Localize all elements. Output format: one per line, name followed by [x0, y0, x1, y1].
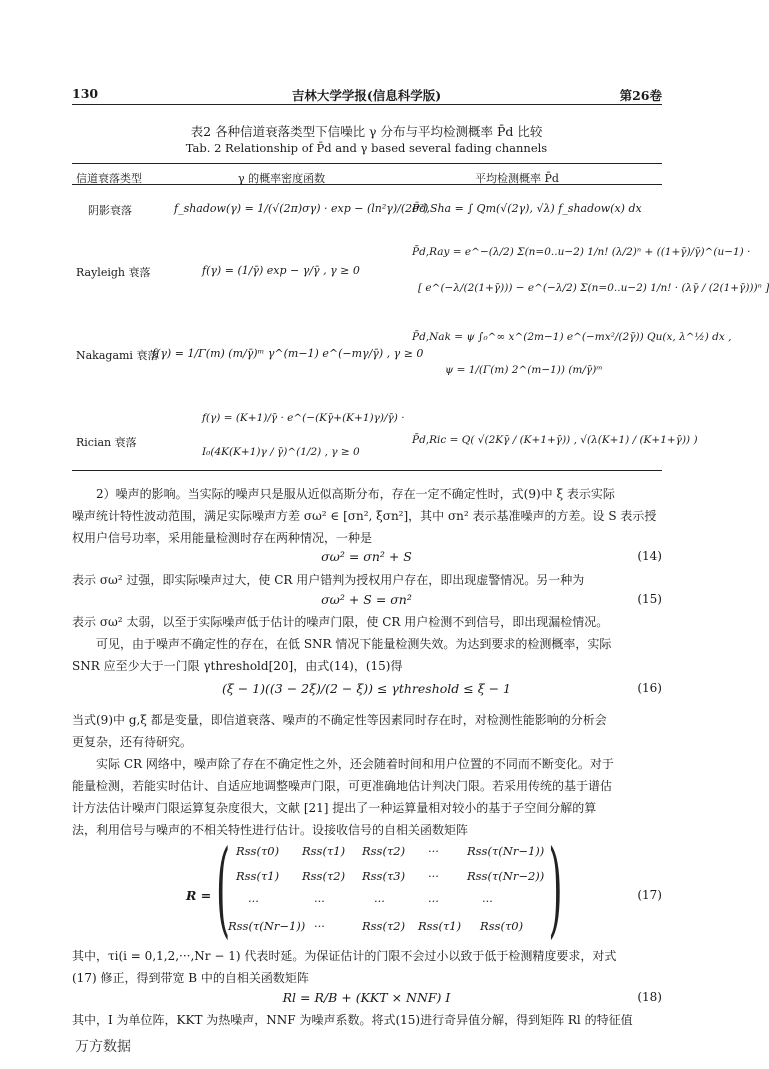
pd-nakagami-line2: ψ = 1/(Γ(m) 2^(m−1)) (m/γ̄)ᵐ [445, 364, 603, 376]
header-rule [72, 104, 662, 105]
paragraph-noise-line3: 权用户信号功率，采用能量检测时存在两种情况，一种是 [72, 531, 373, 545]
pd-rayleigh-line1: P̄d,Ray = e^−(λ/2) Σ(n=0..u−2) 1/n! (λ/2)ⁿ + ((1+γ̄)/γ̄)^(u−1) · [412, 246, 751, 258]
paragraph-delay-line2: (17) 修正，得到带宽 B 中的自相关函数矩阵 [72, 971, 309, 985]
pd-nakagami-line1: P̄d,Nak = ψ ∫₀^∞ x^(2m−1) e^(−mx²/(2γ̄)) Qu(x, λ^½) dx , [412, 331, 732, 343]
matrix-cell: Rss(τ(Nr−2)) [467, 869, 545, 883]
paragraph-cr-line1: 实际 CR 网络中，噪声除了存在不确定性之外，还会随着时间和用户位置的不同而不断变化。对于 [96, 757, 614, 771]
paragraph-analysis-line2: 更复杂，还有待研究。 [72, 735, 193, 749]
column-header-pd: 平均检测概率 P̄d [475, 172, 559, 185]
matrix-cell: Rss(τ(Nr−1)) [228, 919, 306, 933]
matrix-left-paren: ( [216, 827, 231, 949]
matrix-cell: Rss(τ1) [236, 869, 280, 883]
pdf-rayleigh: f(γ) = (1/γ̄) exp − γ/γ̄ , γ ≥ 0 [202, 264, 360, 277]
pdf-rician-line2: I₀(4K(K+1)γ / γ̄)^(1/2) , γ ≥ 0 [202, 446, 360, 458]
equation-number-16: (16) [637, 681, 662, 695]
equation-number-14: (14) [637, 549, 662, 563]
equation-17-lhs: R = [186, 888, 212, 903]
pdf-rician-line1: f(γ) = (K+1)/γ̄ · e^(−(Kγ̄+(K+1)γ)/γ̄) · [202, 412, 405, 424]
matrix-cell: ··· [314, 894, 325, 908]
matrix-cell: ··· [248, 894, 259, 908]
pd-rician: P̄d,Ric = Q( √(2Kγ̄ / (K+1+γ̄)) , √(λ(K+1) / (K+1+γ̄)) ) [412, 434, 698, 446]
matrix-cell: Rss(τ1) [418, 919, 462, 933]
table-bottom-rule [72, 470, 662, 471]
page-number: 130 [72, 86, 99, 101]
paragraph-noise-line1: 2）噪声的影响。当实际的噪声只是服从近似高斯分布，存在一定不确定性时，式(9)中 ξ 表示实际 [96, 487, 615, 501]
paragraph-cr-line3: 计方法估计噪声门限运算复杂度很大，文献 [21] 提出了一种运算量相对较小的基于子空间分解的算 [72, 801, 597, 815]
matrix-cell: Rss(τ0) [480, 919, 524, 933]
matrix-cell: Rss(τ2) [362, 919, 406, 933]
row-type-nakagami: Nakagami 衰落 [76, 349, 159, 362]
pdf-nakagami: f(γ) = 1/Γ(m) (m/γ̄)ᵐ γ^(m−1) e^(−mγ/γ̄) , γ ≥ 0 [152, 347, 424, 360]
equation-number-17: (17) [637, 888, 662, 902]
volume-label: 第26卷 [619, 88, 662, 103]
matrix-cell: ··· [482, 894, 493, 908]
paragraph-delay-line1: 其中，τi(i = 0,1,2,···,Nr − 1) 代表时延。为保证估计的门限不会过小以致于低于检测精度要求，对式 [72, 949, 617, 963]
matrix-right-paren: ) [548, 827, 563, 949]
pd-shadow: P̄d,Sha = ∫ Qm(√(2γ), √λ) f_shadow(x) dx [412, 202, 642, 215]
matrix-cell: Rss(τ2) [302, 869, 346, 883]
paragraph-eigenvalues: 其中，I 为单位阵，KKT 为热噪声，NNF 为噪声系数。将式(15)进行奇异值分解，得到矩阵 Rl 的特征值 [72, 1013, 633, 1027]
row-type-rician: Rician 衰落 [76, 436, 137, 449]
column-header-type: 信道衰落类型 [76, 172, 142, 185]
table-top-rule [72, 163, 662, 164]
pd-rayleigh-line2: [ e^(−λ/(2(1+γ̄))) − e^(−λ/2) Σ(n=0..u−2) 1/n! · (λγ̄ / (2(1+γ̄)))ⁿ ] [418, 282, 769, 294]
matrix-cell: ··· [428, 869, 439, 883]
paragraph-analysis-line1: 当式(9)中 g,ξ 都是变量，即信道衰落、噪声的不确定性等因素同时存在时，对检测性能影响的分析会 [72, 713, 607, 727]
journal-title: 吉林大学学报(信息科学版) [291, 88, 442, 103]
row-type-rayleigh: Rayleigh 衰落 [76, 266, 151, 279]
matrix-cell: Rss(τ1) [302, 844, 346, 858]
paragraph-snr-line2: SNR 应至少大于一门限 γthreshold[20]，由式(14)，(15)得 [72, 659, 403, 673]
equation-14: σω² = σn² + S [321, 549, 412, 564]
equation-18: Rl = R/B + (KKT × NNF) I [282, 990, 451, 1005]
matrix-cell: Rss(τ(Nr−1)) [467, 844, 545, 858]
table-header-rule [72, 184, 662, 185]
paragraph-cr-line2: 能量检测，若能实时估计、自适应地调整噪声门限，可更准确地估计判决门限。若采用传统的基于谱估 [72, 779, 613, 793]
table-caption-en: Tab. 2 Relationship of P̄d and γ based several fading channels [185, 141, 548, 155]
matrix-cell: ··· [314, 919, 325, 933]
matrix-cell: Rss(τ2) [362, 844, 406, 858]
equation-number-15: (15) [637, 592, 662, 606]
paragraph-false-alarm: 表示 σω² 过强，即实际噪声过大，使 CR 用户错判为授权用户存在，即出现虚警情况。另一种为 [72, 573, 585, 587]
column-header-pdf: γ 的概率密度函数 [238, 172, 326, 185]
paragraph-missed-detection: 表示 σω² 太弱，以至于实际噪声低于估计的噪声门限，使 CR 用户检测不到信号，即出现漏检情况。 [72, 615, 609, 629]
equation-number-18: (18) [637, 990, 662, 1004]
watermark: 万方数据 [75, 1039, 131, 1055]
autocorrelation-matrix [216, 827, 563, 949]
row-type-shadow: 阴影衰落 [88, 204, 132, 217]
matrix-cell: Rss(τ0) [236, 844, 280, 858]
matrix-cell: Rss(τ3) [362, 869, 406, 883]
paragraph-snr-line1: 可见，由于噪声不确定性的存在，在低 SNR 情况下能量检测失效。为达到要求的检测概率，实际 [96, 637, 612, 651]
matrix-cell: ··· [374, 894, 385, 908]
pdf-shadow: f_shadow(γ) = 1/(√(2π)σγ) · exp − (ln²γ)/(2σ²) [174, 202, 429, 215]
paragraph-noise-line2: 噪声统计特性波动范围，满足实际噪声方差 σω² ∈ [σn², ξσn²]，其中 σn² 表示基准噪声的方差。设 S 表示授 [72, 509, 657, 523]
matrix-cell: ··· [428, 894, 439, 908]
equation-16: (ξ − 1)((3 − 2ξ)/(2 − ξ)) ≤ γthreshold ≤ ξ − 1 [222, 681, 511, 696]
paragraph-cr-line4: 法，利用信号与噪声的不相关特性进行估计。设接收信号的自相关函数矩阵 [72, 823, 469, 837]
table-caption-cn: 表2 各种信道衰落类型下信噪比 γ 分布与平均检测概率 P̄d 比较 [190, 124, 543, 139]
equation-15: σω² + S = σn² [321, 592, 412, 607]
matrix-cell: ··· [428, 844, 439, 858]
